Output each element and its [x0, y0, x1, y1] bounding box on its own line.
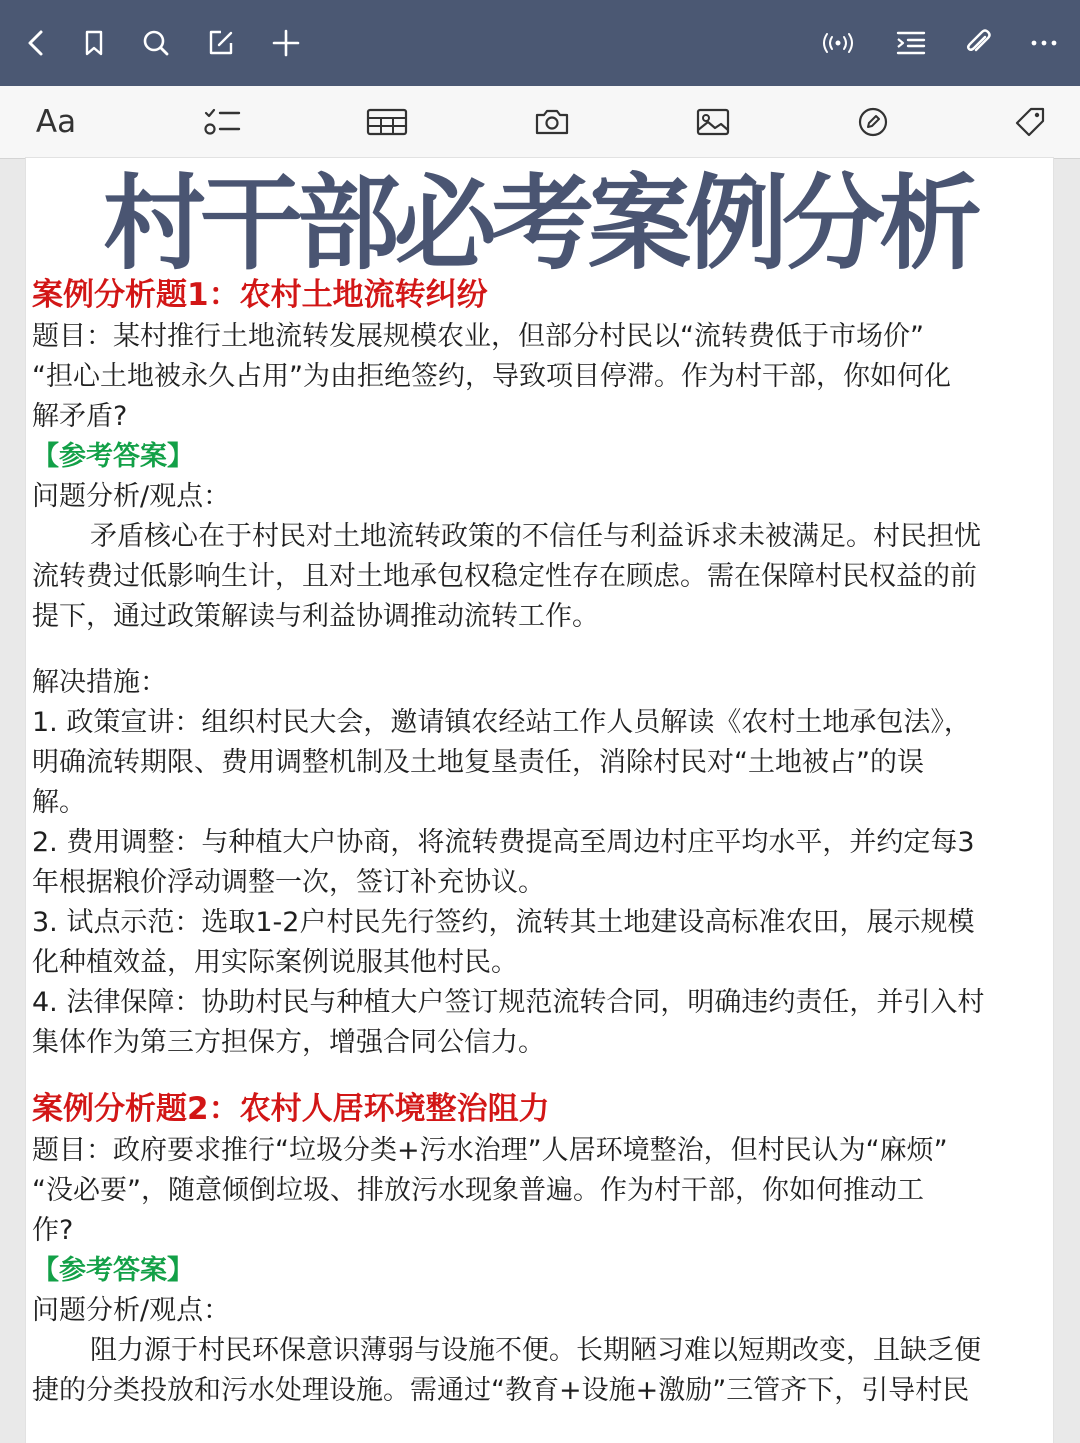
question-line: “担心土地被永久占用”为由拒绝签约，导致项目停滞。作为村干部，你如何化: [32, 361, 951, 392]
analysis-label: 问题分析/观点：: [32, 481, 231, 512]
checklist-icon[interactable]: [198, 100, 246, 144]
image-icon[interactable]: [689, 100, 737, 144]
table-icon[interactable]: [363, 100, 411, 144]
answer-label: 【参考答案】: [32, 1255, 194, 1286]
case-heading: 案例分析题2：农村人居环境整治阻力: [32, 1091, 550, 1127]
back-icon[interactable]: [14, 21, 58, 65]
top-app-bar: [0, 0, 1080, 86]
analysis-line: 矛盾核心在于村民对土地流转政策的不信任与利益诉求未被满足。村民担忧: [90, 521, 981, 552]
font-format-label: Aa: [35, 104, 77, 140]
measure-line: 4. 法律保障：协助村民与种植大户签订规范流转合同，明确违约责任，并引入村: [32, 987, 985, 1018]
answer-label: 【参考答案】: [32, 441, 194, 472]
question-line: “没必要”，随意倾倒垃圾、排放污水现象普遍。作为村干部，你如何推动工: [32, 1175, 924, 1206]
measure-line: 明确流转期限、费用调整机制及土地复垦责任，消除村民对“土地被占”的误: [32, 747, 924, 778]
edit-icon[interactable]: [199, 21, 243, 65]
analysis-label: 问题分析/观点：: [32, 1295, 231, 1326]
question-line: 题目：某村推行土地流转发展规模农业，但部分村民以“流转费低于市场价”: [32, 321, 924, 352]
measure-line: 解。: [32, 787, 86, 818]
analysis-line: 提下，通过政策解读与利益协调推动流转工作。: [32, 601, 599, 632]
measure-line: 化种植效益，用实际案例说服其他村民。: [32, 947, 518, 978]
bookmark-icon[interactable]: [72, 21, 116, 65]
measure-line: 3. 试点示范：选取1-2户村民先行签约，流转其土地建设高标准农田，展示规模: [32, 907, 975, 938]
pen-icon[interactable]: [849, 100, 897, 144]
attachment-icon[interactable]: [956, 21, 1000, 65]
search-icon[interactable]: [134, 21, 178, 65]
broadcast-icon[interactable]: [816, 21, 860, 65]
question-line: 解矛盾?: [32, 401, 128, 432]
note-page[interactable]: [26, 158, 1053, 1443]
measure-line: 年根据粮价浮动调整一次，签订补充协议。: [32, 867, 545, 898]
measure-line: 2. 费用调整：与种植大户协商，将流转费提高至周边村庄平均水平，并约定每3: [32, 827, 975, 858]
outline-icon[interactable]: [889, 21, 933, 65]
case-heading: 案例分析题1：农村土地流转纠纷: [32, 277, 488, 313]
measure-line: 集体作为第三方担保方，增强合同公信力。: [32, 1027, 545, 1058]
more-icon[interactable]: [1022, 21, 1066, 65]
note-body[interactable]: [32, 273, 1047, 1411]
font-format-button[interactable]: [32, 100, 80, 144]
document-title: 村干部必考案例分析: [103, 164, 976, 284]
tag-icon[interactable]: [1006, 100, 1054, 144]
analysis-line: 阻力源于村民环保意识薄弱与设施不便。长期陋习难以短期改变，且缺乏便: [90, 1335, 981, 1366]
analysis-line: 捷的分类投放和污水处理设施。需通过“教育+设施+激励”三管齐下，引导村民: [32, 1375, 970, 1406]
measure-line: 1. 政策宣讲：组织村民大会，邀请镇农经站工作人员解读《农村土地承包法》，: [32, 707, 971, 738]
format-toolbar: [0, 86, 1080, 159]
camera-icon[interactable]: [528, 100, 576, 144]
measures-label: 解决措施：: [32, 667, 167, 698]
question-line: 题目：政府要求推行“垃圾分类+污水治理”人居环境整治，但村民认为“麻烦”: [32, 1135, 948, 1166]
plus-icon[interactable]: [264, 21, 308, 65]
question-line: 作?: [32, 1215, 74, 1246]
analysis-line: 流转费过低影响生计，且对土地承包权稳定性存在顾虑。需在保障村民权益的前: [32, 561, 977, 592]
